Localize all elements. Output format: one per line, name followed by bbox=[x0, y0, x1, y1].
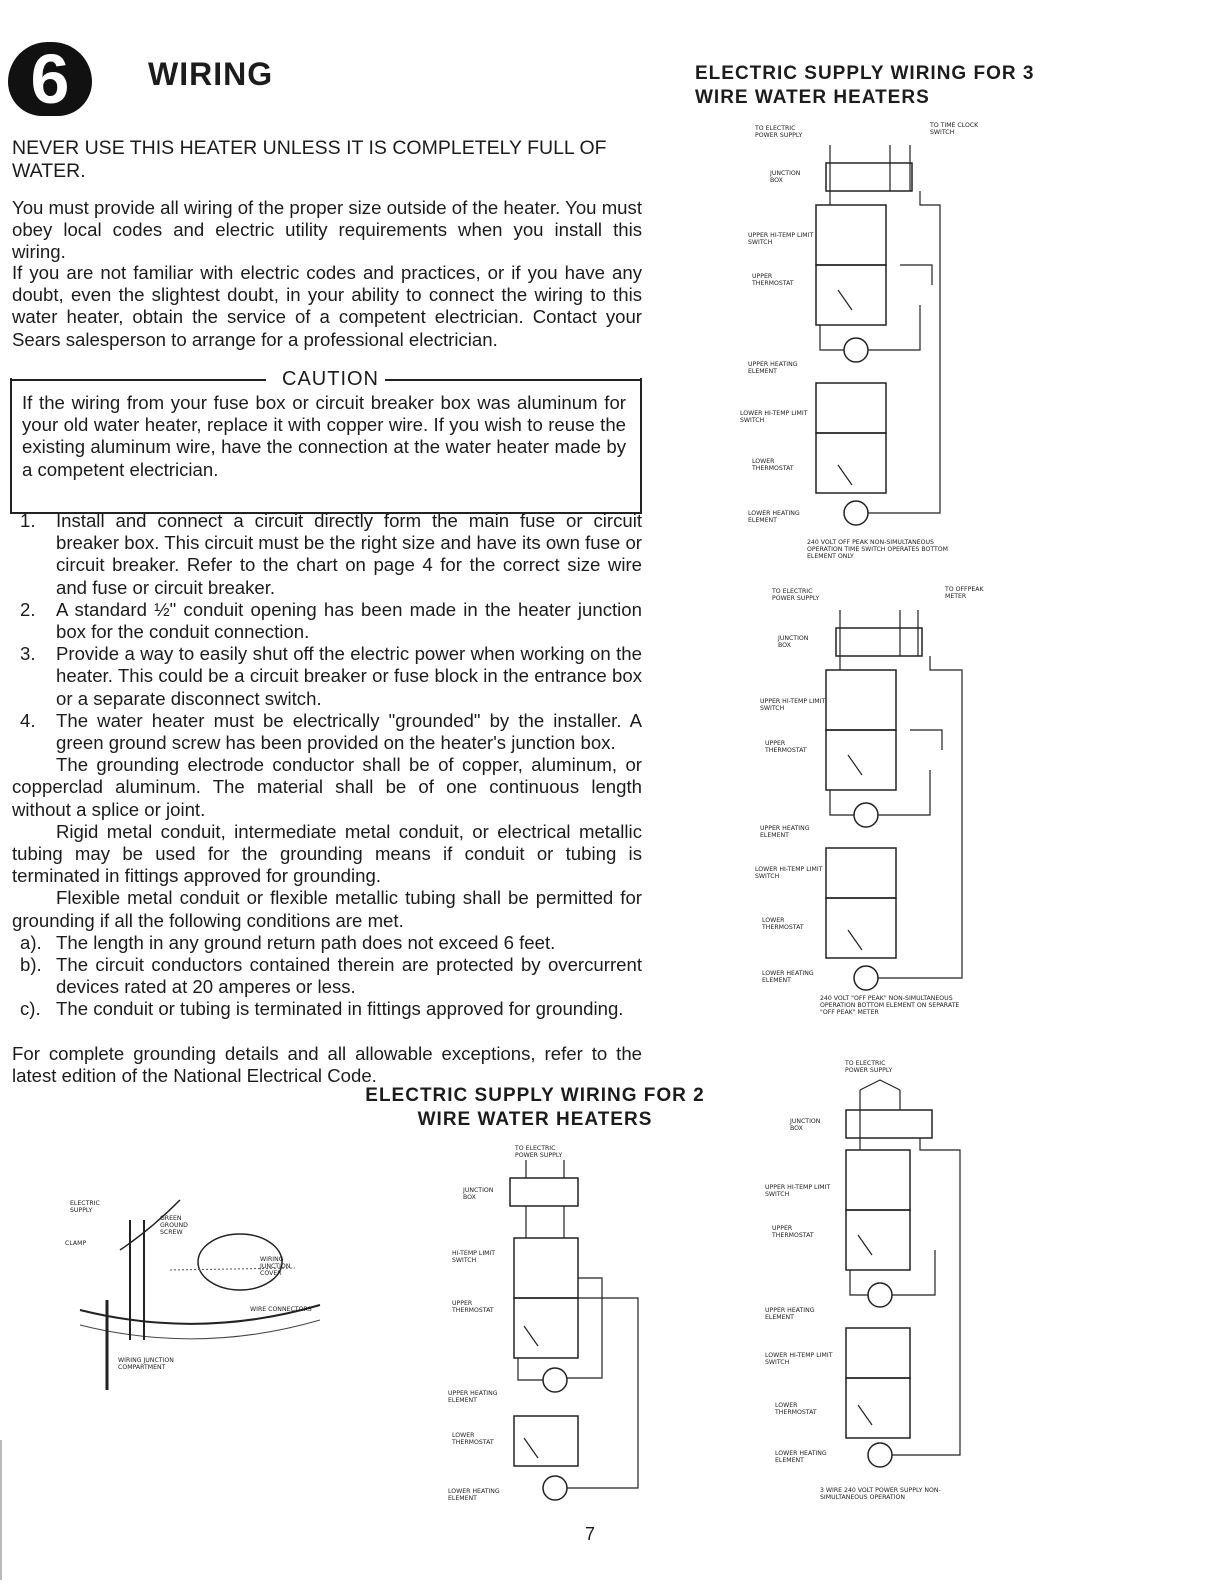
caption-diagram-2: 240 VOLT "OFF PEAK" NON-SIMULTANEOUS OPERATION BOTTOM ELEMENT ON SEPARATE "OFF PEAK" METER bbox=[820, 995, 960, 1016]
grounding-paragraph: Flexible metal conduit or flexible metallic tubing shall be permitted for grounding if all the following conditions are met. bbox=[12, 887, 642, 931]
label-lower-thermostat-2: LOWER THERMOSTAT bbox=[762, 917, 804, 931]
list-number: 1. bbox=[20, 510, 36, 531]
label-upper-element-1: UPPER HEATING ELEMENT bbox=[748, 361, 798, 375]
closing-paragraph: For complete grounding details and all allowable exceptions, refer to the latest edition of the National Electrical Code. bbox=[12, 1042, 642, 1086]
caution-title: CAUTION bbox=[276, 368, 385, 391]
label-time-clock: TO TIME CLOCK SWITCH bbox=[930, 122, 979, 136]
heater-junction-illustration bbox=[60, 1190, 340, 1400]
scan-edge bbox=[0, 1440, 2, 1580]
label-upper-limit-1: UPPER HI-TEMP LIMIT SWITCH bbox=[748, 232, 814, 246]
intro-paragraph: You must provide all wiring of the proper size outside of the heater. You must obey local codes and electric utility requirements when you install this wiring. bbox=[12, 197, 642, 263]
label-lower-thermostat-4: LOWER THERMOSTAT bbox=[452, 1432, 494, 1446]
list-number: 2. bbox=[20, 598, 36, 620]
grounding-paragraph: Rigid metal conduit, intermediate metal conduit, or electrical metallic tubing may be used for the grounding means if conduit or tubing is terminated in fittings approved for grounding. bbox=[12, 820, 642, 887]
label-upper-thermostat-4: UPPER THERMOSTAT bbox=[452, 1300, 494, 1314]
label-junction-box-3: JUNCTION BOX bbox=[790, 1118, 821, 1132]
condition-item bbox=[12, 998, 642, 1020]
label-clamp: CLAMP bbox=[65, 1240, 87, 1247]
label-power-supply-2: TO ELECTRIC POWER SUPPLY bbox=[772, 588, 820, 602]
list-text: A standard ½" conduit opening has been made in the heater junction box for the conduit connection. bbox=[56, 598, 642, 643]
label-power-supply-4: TO ELECTRIC POWER SUPPLY bbox=[515, 1145, 563, 1159]
label-lower-limit-2: LOWER HI-TEMP LIMIT SWITCH bbox=[755, 866, 823, 880]
label-junction-box-2: JUNCTION BOX bbox=[778, 635, 809, 649]
label-power-supply-3: TO ELECTRIC POWER SUPPLY bbox=[845, 1060, 893, 1074]
label-power-supply-1: TO ELECTRIC POWER SUPPLY bbox=[755, 125, 803, 139]
condition-label: a). bbox=[20, 931, 42, 953]
page-number: 7 bbox=[585, 1524, 596, 1544]
label-lower-element-2: LOWER HEATING ELEMENT bbox=[762, 970, 814, 984]
caution-rule-right bbox=[384, 379, 640, 381]
label-junction-box-1: JUNCTION BOX bbox=[770, 170, 801, 184]
label-lower-element-3: LOWER HEATING ELEMENT bbox=[775, 1450, 827, 1464]
label-lower-element-4: LOWER HEATING ELEMENT bbox=[448, 1488, 500, 1502]
section-number-badge: 6 bbox=[8, 42, 92, 116]
label-junction-box-4: JUNCTION BOX bbox=[463, 1187, 494, 1201]
warning-text: NEVER USE THIS HEATER UNLESS IT IS COMPLETELY FULL OF WATER. bbox=[12, 137, 607, 182]
label-upper-limit-3: UPPER HI-TEMP LIMIT SWITCH bbox=[765, 1184, 831, 1198]
condition-text: The conduit or tubing is terminated in fittings approved for grounding. bbox=[56, 998, 624, 1020]
heading-2-wire: ELECTRIC SUPPLY WIRING FOR 2 WIRE WATER HEATERS bbox=[365, 1085, 705, 1130]
label-ground-screw: GREEN GROUND SCREW bbox=[160, 1215, 188, 1236]
label-lower-thermostat-3: LOWER THERMOSTAT bbox=[775, 1402, 817, 1416]
section-title: WIRING bbox=[148, 56, 274, 92]
caution-rule-left bbox=[10, 379, 266, 381]
label-upper-thermostat-2: UPPER THERMOSTAT bbox=[765, 740, 807, 754]
condition-label: b). bbox=[20, 954, 42, 976]
label-offpeak-meter: TO OFFPEAK METER bbox=[945, 586, 984, 600]
label-upper-element-2: UPPER HEATING ELEMENT bbox=[760, 825, 810, 839]
list-text: Install and connect a circuit directly form the main fuse or circuit breaker box. This circuit must be the right size and have its own fuse or circuit breaker. Refer to the chart on page 4 for the correct size wire and fuse or circuit breaker. bbox=[56, 510, 642, 598]
label-lower-element-1: LOWER HEATING ELEMENT bbox=[748, 510, 800, 524]
list-item bbox=[12, 510, 642, 599]
label-junction-compartment: WIRING JUNCTION COMPARTMENT bbox=[118, 1357, 174, 1371]
heading-3-wire: ELECTRIC SUPPLY WIRING FOR 3 WIRE WATER HEATERS bbox=[695, 63, 1035, 108]
label-wire-connectors: WIRE CONNECTORS bbox=[250, 1306, 312, 1313]
list-number: 4. bbox=[20, 709, 36, 731]
condition-item bbox=[12, 954, 642, 998]
label-junction-cover: WIRING JUNCTION COVER bbox=[260, 1256, 291, 1277]
list-text: Provide a way to easily shut off the electric power when working on the heater. This could be a circuit breaker or fuse block in the entrance box or a separate disconnect switch. bbox=[56, 643, 642, 709]
condition-label: c). bbox=[20, 998, 41, 1020]
condition-text: The circuit conductors contained therein are protected by overcurrent devices rated at 20 amperes or less. bbox=[56, 954, 642, 998]
label-upper-element-4: UPPER HEATING ELEMENT bbox=[448, 1390, 498, 1404]
list-item bbox=[12, 599, 642, 643]
caution-text: If the wiring from your fuse box or circuit breaker box was aluminum for your old water heater, replace it with copper wire. If you wish to reuse the existing aluminum wire, have the connection at the water heater made by a competent electrician. bbox=[22, 392, 626, 480]
list-item bbox=[12, 643, 642, 710]
wiring-diagram-2-wire bbox=[440, 1150, 660, 1510]
caption-diagram-3: 3 WIRE 240 VOLT POWER SUPPLY NON-SIMULTANEOUS OPERATION bbox=[820, 1487, 941, 1501]
label-electric-supply: ELECTRIC SUPPLY bbox=[70, 1200, 100, 1214]
list-text: The water heater must be electrically "grounded" by the installer. A green ground screw has been provided on the heater's junction box. bbox=[56, 709, 642, 754]
intro-paragraph-2: If you are not familiar with electric codes and practices, or if you have any doubt, even the slightest doubt, in your ability to connect the wiring to this water heater, obtain the service of a competent electrician. Contact your Sears salesperson to arrange for a professional electrician. bbox=[12, 262, 642, 350]
label-hi-temp-limit: HI-TEMP LIMIT SWITCH bbox=[452, 1250, 496, 1264]
wiring-diagram-3-wire bbox=[740, 1060, 990, 1480]
label-upper-thermostat-3: UPPER THERMOSTAT bbox=[772, 1225, 814, 1239]
label-lower-limit-1: LOWER HI-TEMP LIMIT SWITCH bbox=[740, 410, 808, 424]
label-lower-thermostat-1: LOWER THERMOSTAT bbox=[752, 458, 794, 472]
label-upper-thermostat-1: UPPER THERMOSTAT bbox=[752, 273, 794, 287]
label-lower-limit-3: LOWER HI-TEMP LIMIT SWITCH bbox=[765, 1352, 833, 1366]
list-number: 3. bbox=[20, 643, 36, 665]
label-upper-limit-2: UPPER HI-TEMP LIMIT SWITCH bbox=[760, 698, 826, 712]
condition-item bbox=[12, 932, 642, 954]
label-upper-element-3: UPPER HEATING ELEMENT bbox=[765, 1307, 815, 1321]
caption-diagram-1: 240 VOLT OFF PEAK NON-SIMULTANEOUS OPERATION TIME SWITCH OPERATES BOTTOM ELEMENT ONLY bbox=[807, 539, 948, 560]
condition-text: The length in any ground return path does not exceed 6 feet. bbox=[56, 931, 556, 953]
grounding-paragraph: The grounding electrode conductor shall be of copper, aluminum, or copperclad aluminum. The material shall be of one continuous length without a splice or joint. bbox=[12, 754, 642, 820]
list-item bbox=[12, 710, 642, 754]
instructions-list bbox=[12, 510, 642, 1087]
